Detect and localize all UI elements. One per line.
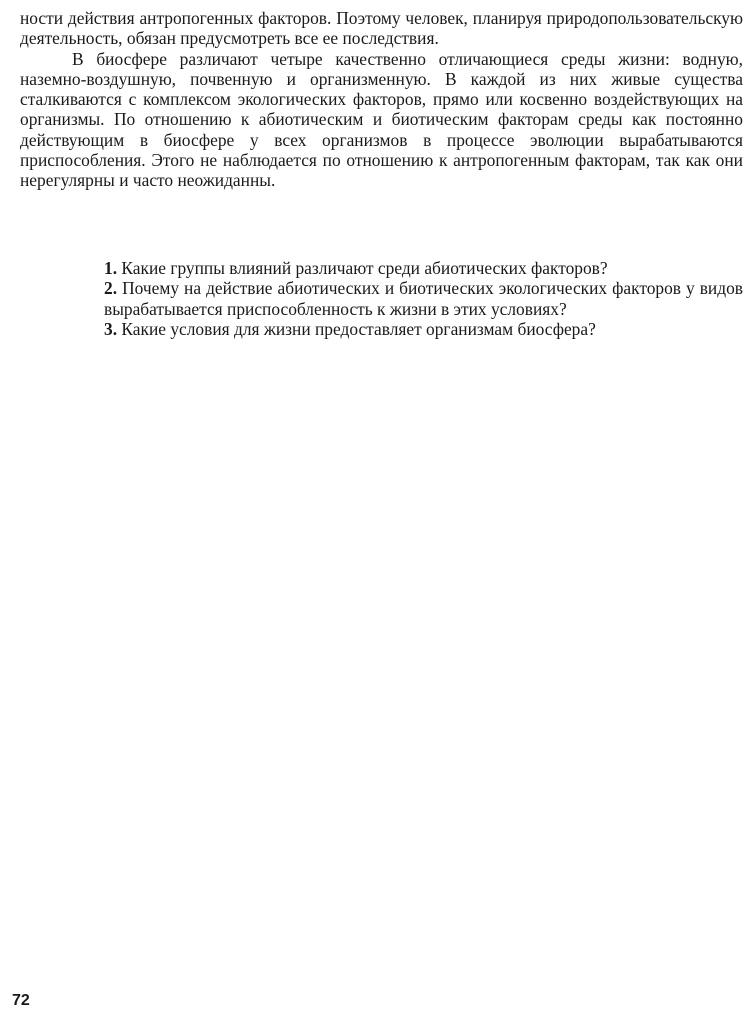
question-number: 2. — [104, 278, 118, 299]
question-item — [104, 278, 743, 319]
question-item — [104, 258, 743, 278]
paragraph-continuation: ности действия антропогенных факторов. Поэтому человек, планируя природопользовательскую деятельность, обязан предусмотреть все ее последствия. — [20, 8, 743, 49]
question-text: Какие условия для жизни предоставляет организмам биосфера? — [121, 318, 596, 339]
review-questions — [104, 258, 743, 339]
body-text — [20, 8, 743, 191]
question-text: Какие группы влияний различают среди абиотических факторов? — [121, 258, 608, 278]
question-item — [104, 319, 743, 339]
page-number: 72 — [12, 992, 30, 1009]
question-number: 3. — [104, 318, 118, 339]
question-text: Почему на действие абиотических и биотических экологических факторов у видов вырабатывается приспособленность к жизни в этих условиях? — [104, 278, 743, 319]
question-number: 1. — [104, 258, 118, 278]
paragraph-environments: В биосфере различают четыре качественно отличающиеся среды жизни: водную, наземно-воздушную, почвенную и организменную. В каждой из них живые существа сталкиваются с комплексом экологических факторов, прямо или косвенно воздействующих на организмы. По отношению к абиотическим и биотическим факторам среды как постоянно действующим в биосфере у всех организмов в процессе эволюции вырабатываются приспособления. Этого не наблюдается по отношению к антропогенным факторам, так как они нерегулярны и часто неожиданны. — [20, 48, 743, 191]
